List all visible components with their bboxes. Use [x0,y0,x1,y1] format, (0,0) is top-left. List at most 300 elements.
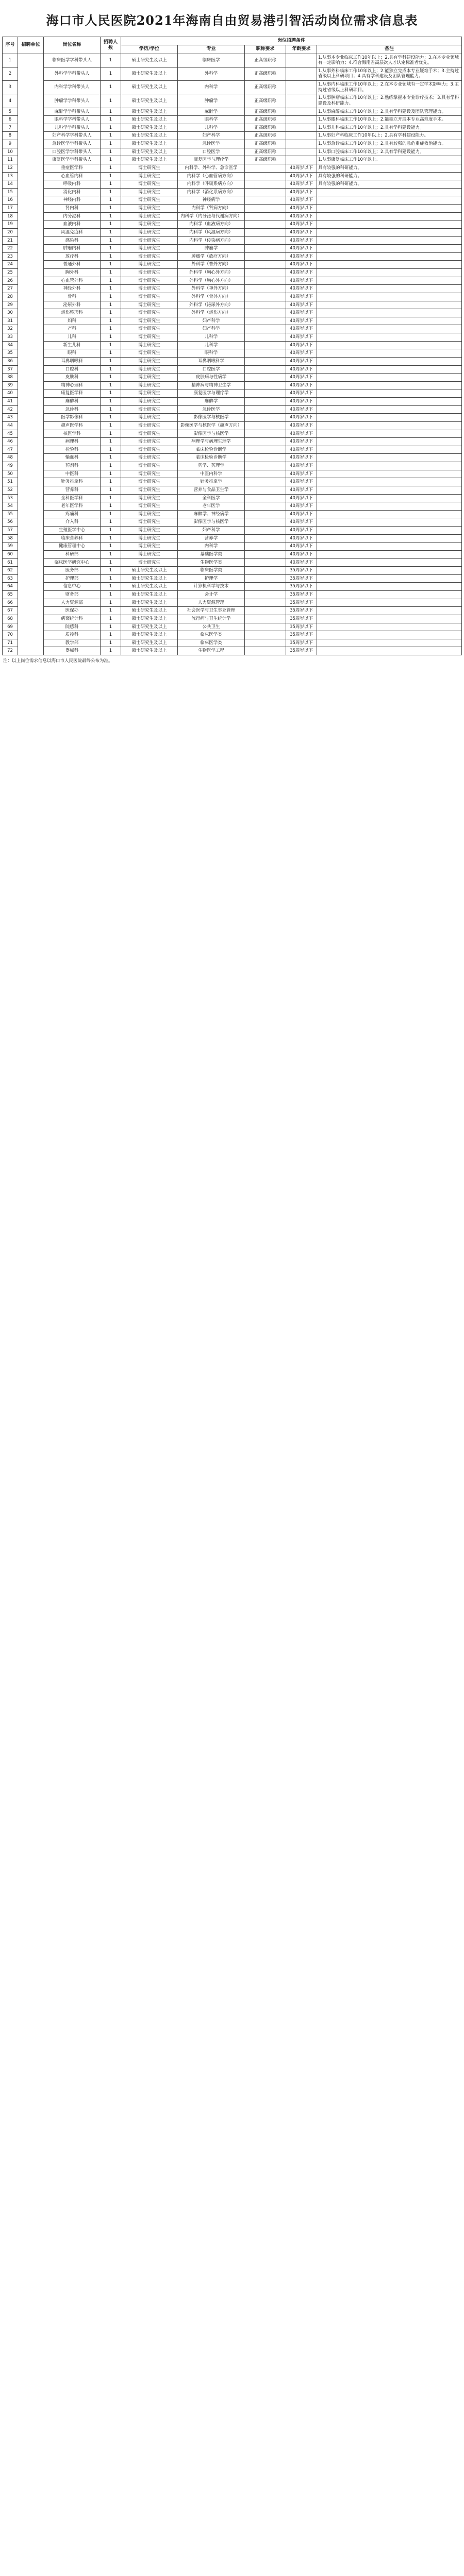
table-cell: 1 [101,639,121,647]
table-cell [245,205,286,213]
table-cell: 博士研究生 [121,438,178,446]
table-cell [286,148,317,156]
table-cell: 40周岁以下 [286,405,317,414]
table-row [3,221,462,229]
table-cell: 儿科 [44,333,101,342]
table-cell [286,67,317,80]
table-cell: 1 [101,365,121,374]
table-cell: 硕士研究生及以上 [121,156,178,164]
table-cell: 40 [3,389,18,398]
table-cell: 博士研究生 [121,205,178,213]
table-cell: 40周岁以下 [286,462,317,470]
table-cell: 48 [3,454,18,462]
table-cell: 血液内科 [44,221,101,229]
table-cell: 1 [101,405,121,414]
table-cell [245,188,286,196]
table-cell [317,236,462,245]
table-row [3,510,462,518]
table-cell [245,228,286,236]
table-cell: 急诊医学 [178,405,245,414]
table-cell [317,261,462,269]
table-cell: 眼科学学科带头人 [44,116,101,124]
table-cell: 1 [101,148,121,156]
table-row [3,261,462,269]
table-cell: 1 [101,486,121,494]
table-cell: 1 [101,94,121,108]
table-cell: 1 [101,325,121,333]
table-cell: 康复医学与理疗学 [178,389,245,398]
table-row [3,81,462,94]
table-cell [245,510,286,518]
table-cell: 硕士研究生及以上 [121,54,178,67]
table-cell: 博士研究生 [121,196,178,205]
table-cell: 1 [101,116,121,124]
table-cell: 肿瘤学学科带头人 [44,94,101,108]
table-cell [317,438,462,446]
table-cell: 1 [101,341,121,349]
table-cell [317,454,462,462]
table-row [3,365,462,374]
table-cell: 口腔医学学科带头人 [44,148,101,156]
table-cell: 13 [3,172,18,180]
table-cell: 妇产科学 [178,317,245,325]
table-cell: 1 [101,301,121,309]
footer-note: 注：以上岗位需求信息以海口市人民医院最终公布为准。 [3,658,113,664]
table-cell: 40周岁以下 [286,212,317,221]
table-cell: 11 [3,156,18,164]
table-cell: 1 [101,494,121,502]
table-cell: 40周岁以下 [286,381,317,389]
table-cell [317,583,462,591]
table-cell: 1.从事本专业临床工作10年以上；2.具有学科建设能力；3.在本专业领域有一定影响力；4.符合海南省高层次人才认定标准者优先。 [317,54,462,67]
table-cell: 1 [101,502,121,511]
table-cell: 硕士研究生及以上 [121,108,178,116]
table-cell: 58 [3,534,18,543]
table-cell: 20 [3,228,18,236]
table-cell: 67 [3,607,18,615]
table-cell: 博士研究生 [121,164,178,172]
table-cell: 1 [101,454,121,462]
table-row [3,470,462,478]
table-cell: 博士研究生 [121,172,178,180]
table-cell: 博士研究生 [121,309,178,317]
table-cell: 39 [3,381,18,389]
table-cell: 精神病与精神卫生学 [178,381,245,389]
table-cell [317,647,462,655]
table-cell: 1 [101,374,121,382]
table-cell: 消化内科 [44,188,101,196]
table-cell: 流行病与卫生统计学 [178,615,245,623]
table-cell [245,180,286,189]
table-cell: 儿科学学科带头人 [44,124,101,132]
table-cell: 生物医学工程 [178,647,245,655]
table-cell [317,196,462,205]
table-cell [245,470,286,478]
table-cell: 硕士研究生及以上 [121,67,178,80]
table-cell [245,454,286,462]
table-cell: 药剂科 [44,462,101,470]
table-cell: 器械科 [44,647,101,655]
table-cell: 博士研究生 [121,502,178,511]
table-row [3,94,462,108]
table-cell: 急诊医学学科带头人 [44,140,101,148]
table-cell: 内科学（呼吸系病方向） [178,180,245,189]
table-cell: 正高级职称 [245,124,286,132]
table-cell: 1 [101,285,121,293]
table-cell: 硕士研究生及以上 [121,567,178,575]
table-row [3,405,462,414]
table-cell: 1 [101,156,121,164]
table-cell [317,527,462,535]
table-cell [317,534,462,543]
table-row [3,212,462,221]
table-cell: 博士研究生 [121,374,178,382]
table-cell [245,317,286,325]
table-cell: 新生儿科 [44,341,101,349]
table-row [3,518,462,527]
table-cell: 临床医学学科带头人 [44,54,101,67]
table-cell: 40周岁以下 [286,454,317,462]
table-cell [245,567,286,575]
table-cell: 博士研究生 [121,405,178,414]
table-cell: 硕士研究生及以上 [121,631,178,639]
table-cell: 1 [101,357,121,365]
table-cell: 硕士研究生及以上 [121,124,178,132]
table-cell: 40周岁以下 [286,558,317,567]
table-cell [286,94,317,108]
table-cell [245,414,286,422]
table-cell: 9 [3,140,18,148]
table-row [3,639,462,647]
table-row [3,438,462,446]
table-cell: 1 [101,567,121,575]
table-cell: 30 [3,309,18,317]
table-cell [317,405,462,414]
table-row [3,172,462,180]
table-cell: 硕士研究生及以上 [121,639,178,647]
table-header-row [3,37,462,45]
table-cell: 正高级职称 [245,54,286,67]
table-cell: 1 [101,647,121,655]
table-cell: 影像医学与核医学（超声方向） [178,421,245,430]
table-cell: 正高级职称 [245,116,286,124]
table-cell: 眼科学 [178,116,245,124]
table-cell: 博士研究生 [121,462,178,470]
table-cell: 1 [101,389,121,398]
table-cell: 外科学（骨外方向） [178,293,245,301]
table-cell: 16 [3,196,18,205]
table-row [3,414,462,422]
table-cell [317,398,462,406]
table-cell [245,277,286,285]
table-cell: 6 [3,116,18,124]
table-cell: 硕士研究生及以上 [121,140,178,148]
table-cell: 14 [3,180,18,189]
table-cell: 人力资源部 [44,599,101,607]
table-row [3,132,462,140]
table-cell: 硕士研究生及以上 [121,647,178,655]
table-cell: 40周岁以下 [286,494,317,502]
table-cell: 妇科 [44,317,101,325]
table-cell [245,550,286,558]
table-cell: 49 [3,462,18,470]
table-cell: 40周岁以下 [286,180,317,189]
table-cell: 医务部 [44,567,101,575]
table-cell: 1 [101,398,121,406]
table-cell [317,574,462,583]
table-cell: 护理学 [178,574,245,583]
table-cell [317,277,462,285]
table-cell: 50 [3,470,18,478]
table-cell [317,543,462,551]
header-req: 岗位招聘条件 [121,37,462,45]
table-cell [245,172,286,180]
table-row [3,527,462,535]
table-row [3,67,462,80]
table-cell [245,293,286,301]
table-row [3,301,462,309]
table-cell: 内科学 [178,543,245,551]
table-cell [317,293,462,301]
table-cell: 40周岁以下 [286,470,317,478]
table-cell [245,446,286,454]
table-cell: 外科学（普外方向） [178,261,245,269]
table-cell [317,430,462,438]
table-cell [317,221,462,229]
table-cell [317,212,462,221]
table-cell: 1 [101,510,121,518]
table-cell: 1.从事外科临床工作10年以上；2.能独立完成本专业疑难手术；3.主持过省级以上科研项目；4.具有学科建设及团队管理能力。 [317,67,462,80]
table-cell: 1 [101,607,121,615]
table-cell: 介入科 [44,518,101,527]
table-row [3,285,462,293]
table-cell: 临床医学研究中心 [44,558,101,567]
table-cell: 35周岁以下 [286,591,317,599]
table-cell: 超声医学科 [44,421,101,430]
table-cell: 1 [101,317,121,325]
table-cell [317,518,462,527]
table-row [3,623,462,631]
table-cell: 老年医学 [178,502,245,511]
table-cell: 计算机科学与技术 [178,583,245,591]
table-cell: 1 [101,228,121,236]
table-cell [245,534,286,543]
table-cell [245,647,286,655]
table-cell: 全科医学 [178,494,245,502]
table-cell: 43 [3,414,18,422]
table-cell: 博士研究生 [121,301,178,309]
table-cell [245,543,286,551]
table-cell: 53 [3,494,18,502]
table-cell: 硕士研究生及以上 [121,81,178,94]
table-cell [245,389,286,398]
table-cell: 40周岁以下 [286,543,317,551]
table-cell: 具有较强的科研能力。 [317,172,462,180]
table-cell: 24 [3,261,18,269]
table-cell: 麻醉学 [178,398,245,406]
table-cell: 全科医学科 [44,494,101,502]
table-cell: 正高级职称 [245,132,286,140]
table-cell [317,228,462,236]
table-cell: 1 [101,558,121,567]
table-cell: 内科学、外科学、急诊医学 [178,164,245,172]
table-cell: 硕士研究生及以上 [121,591,178,599]
table-cell: 52 [3,486,18,494]
table-row [3,478,462,486]
table-cell: 8 [3,132,18,140]
table-cell: 40周岁以下 [286,510,317,518]
table-cell: 40周岁以下 [286,518,317,527]
table-row [3,108,462,116]
table-cell: 硕士研究生及以上 [121,116,178,124]
table-cell: 28 [3,293,18,301]
table-cell [317,349,462,358]
table-cell [317,623,462,631]
table-row [3,534,462,543]
table-cell: 临床营养科 [44,534,101,543]
table-cell: 老年医学科 [44,502,101,511]
table-cell: 55 [3,510,18,518]
table-cell: 外科学（泌尿外方向） [178,301,245,309]
table-row [3,486,462,494]
table-cell [317,309,462,317]
table-cell: 外科学 [178,67,245,80]
table-row [3,269,462,277]
table-cell: 33 [3,333,18,342]
table-cell: 博士研究生 [121,236,178,245]
table-cell: 40周岁以下 [286,196,317,205]
table-cell: 信息中心 [44,583,101,591]
table-cell: 40周岁以下 [286,164,317,172]
table-cell: 19 [3,221,18,229]
table-cell: 眼科 [44,349,101,358]
table-row [3,550,462,558]
table-cell: 病理学与病理生理学 [178,438,245,446]
table-cell: 1 [101,527,121,535]
table-cell: 博士研究生 [121,245,178,253]
table-cell: 内科学（传染病方向） [178,236,245,245]
table-cell: 1 [101,615,121,623]
table-cell: 1 [101,212,121,221]
table-cell [245,518,286,527]
table-cell: 博士研究生 [121,446,178,454]
table-cell: 22 [3,245,18,253]
table-cell: 1 [101,67,121,80]
table-cell [317,245,462,253]
table-cell [317,462,462,470]
table-cell: 40周岁以下 [286,389,317,398]
table-cell [245,261,286,269]
table-cell: 40周岁以下 [286,414,317,422]
table-cell: 40周岁以下 [286,534,317,543]
table-row [3,374,462,382]
table-cell: 1 [101,478,121,486]
table-cell: 26 [3,277,18,285]
table-cell: 博士研究生 [121,180,178,189]
table-cell: 1.从事妇产科临床工作10年以上；2.具有学科建设能力。 [317,132,462,140]
table-cell [317,325,462,333]
table-cell: 内分泌科 [44,212,101,221]
table-cell [317,381,462,389]
table-cell: 40周岁以下 [286,245,317,253]
table-cell: 1 [101,430,121,438]
table-cell [317,205,462,213]
table-cell: 40周岁以下 [286,205,317,213]
table-cell: 69 [3,623,18,631]
table-cell [245,478,286,486]
table-cell [317,188,462,196]
table-cell: 40周岁以下 [286,172,317,180]
table-cell: 1 [101,140,121,148]
table-cell: 核医学科 [44,430,101,438]
table-cell: 内科学学科带头人 [44,81,101,94]
header-note: 备注 [317,45,462,54]
table-cell [245,607,286,615]
table-row [3,381,462,389]
table-cell: 泌尿外科 [44,301,101,309]
table-cell [245,245,286,253]
table-cell [18,54,44,655]
table-cell: 40周岁以下 [286,430,317,438]
table-cell: 博士研究生 [121,277,178,285]
table-cell: 康复医学学科带头人 [44,156,101,164]
table-cell: 41 [3,398,18,406]
table-cell: 肿瘤学（放疗方向） [178,252,245,261]
table-cell: 61 [3,558,18,567]
table-cell [317,591,462,599]
table-cell: 儿科学 [178,124,245,132]
table-cell: 神经外科 [44,285,101,293]
table-cell: 博士研究生 [121,188,178,196]
table-cell: 正高级职称 [245,140,286,148]
table-cell: 儿科学 [178,333,245,342]
table-cell: 35周岁以下 [286,599,317,607]
table-cell: 硕士研究生及以上 [121,599,178,607]
table-cell: 营养学 [178,534,245,543]
table-cell [317,252,462,261]
table-cell: 1 [101,462,121,470]
table-cell: 社会医学与卫生事业管理 [178,607,245,615]
table-cell: 具有较强的科研能力。 [317,180,462,189]
table-cell [317,558,462,567]
table-cell: 27 [3,285,18,293]
table-cell: 博士研究生 [121,470,178,478]
table-cell: 博士研究生 [121,381,178,389]
table-cell: 硕士研究生及以上 [121,132,178,140]
table-cell: 妇产科学 [178,325,245,333]
table-cell: 博士研究生 [121,454,178,462]
table-cell: 1 [101,261,121,269]
table-cell: 40周岁以下 [286,341,317,349]
table-cell: 65 [3,591,18,599]
table-cell: 1.从事肿瘤临床工作10年以上；2.熟练掌握本专业诊疗技术；3.具有学科建设及科研能力。 [317,94,462,108]
table-row [3,196,462,205]
table-row [3,446,462,454]
table-cell [245,196,286,205]
table-row [3,583,462,591]
table-cell: 1 [101,124,121,132]
table-cell: 34 [3,341,18,349]
table-cell: 康复医学科 [44,389,101,398]
header-edu: 学历/学位 [121,45,178,54]
table-cell: 35周岁以下 [286,631,317,639]
table-cell: 博士研究生 [121,269,178,277]
table-cell: 普通外科 [44,261,101,269]
table-cell: 1 [101,574,121,583]
table-cell: 4 [3,94,18,108]
table-cell: 博士研究生 [121,349,178,358]
table-cell: 42 [3,405,18,414]
